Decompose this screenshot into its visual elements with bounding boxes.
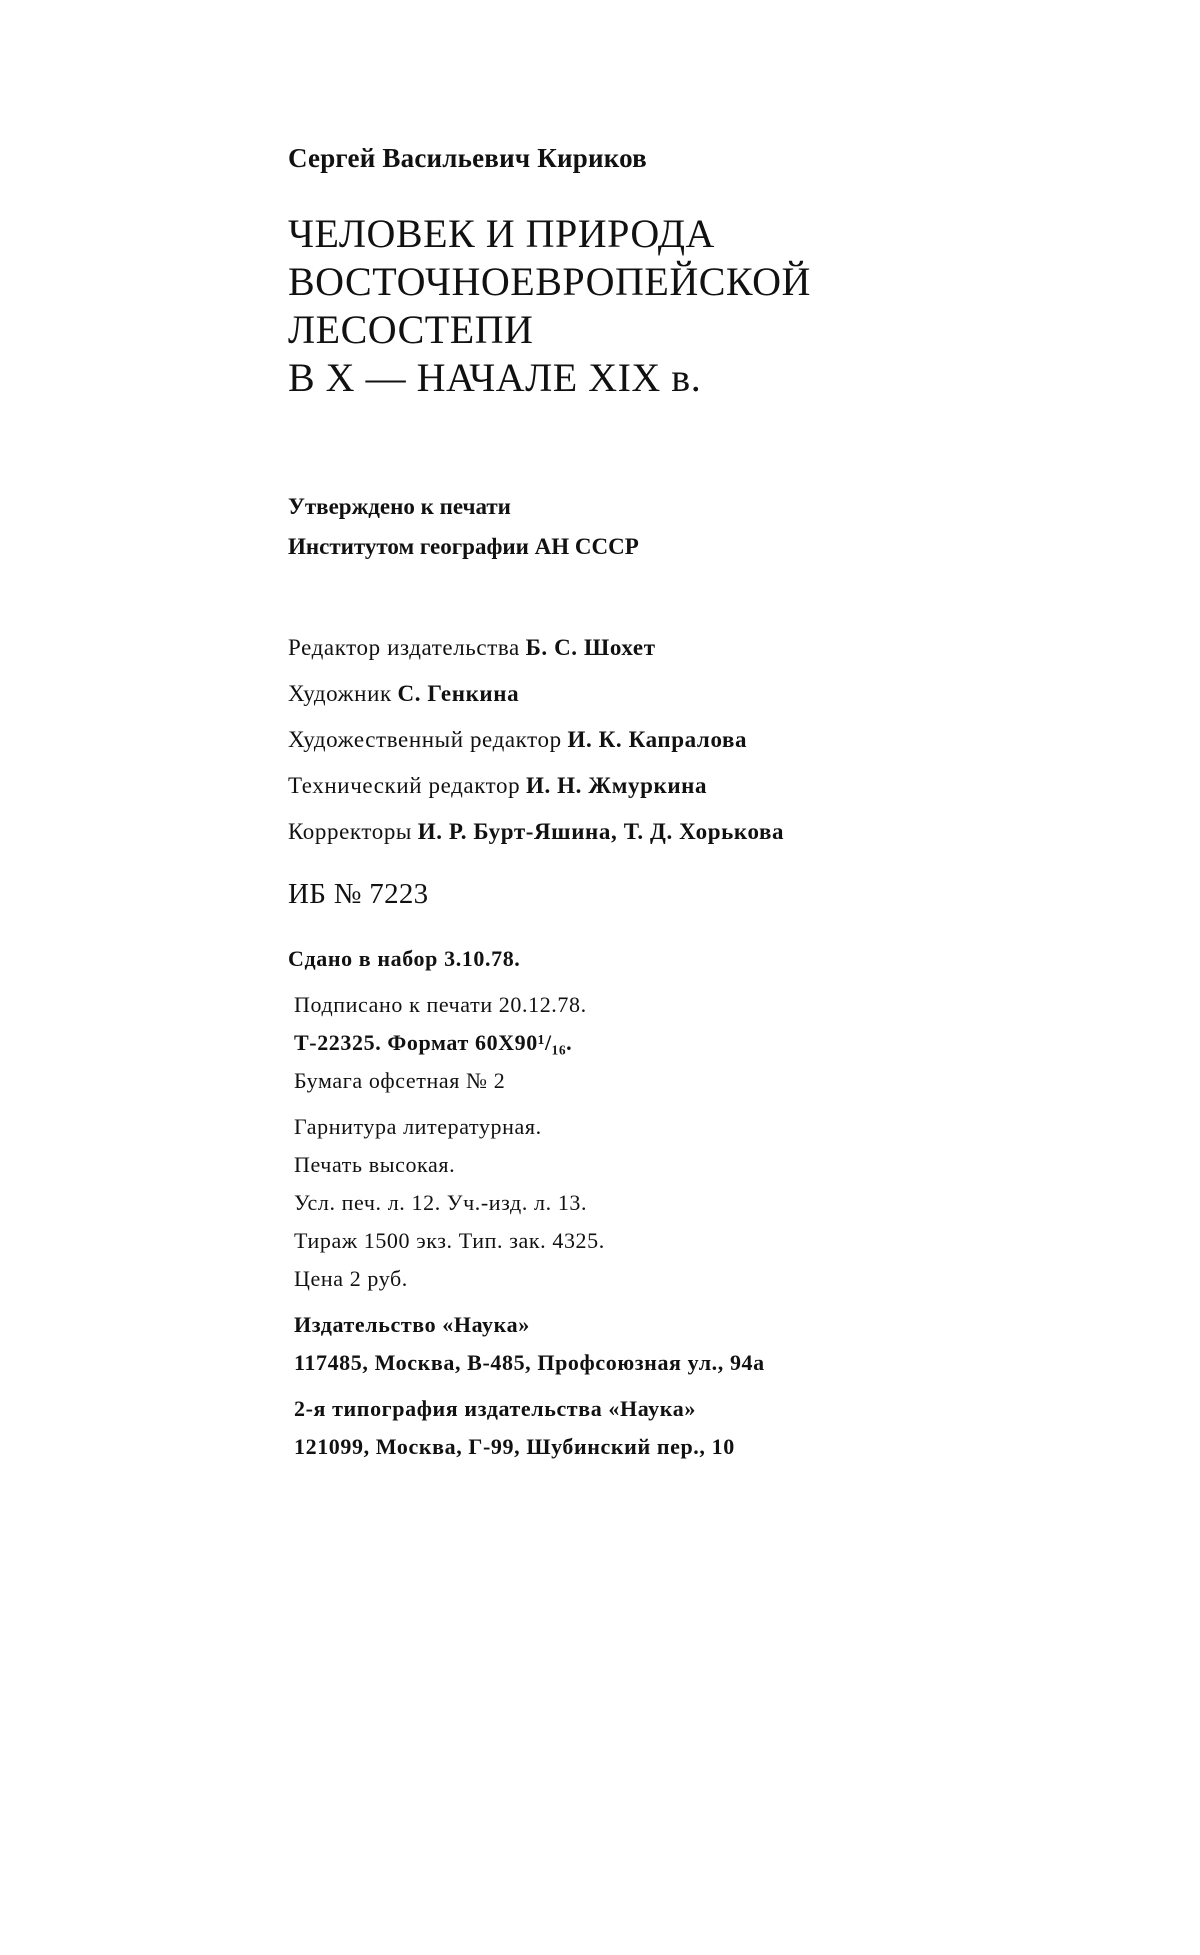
printer-name: 2-я типография издательства «Наука»	[294, 1396, 696, 1421]
credit-editor	[288, 625, 1168, 671]
approval-line: Утверждено к печати	[288, 494, 511, 519]
title-line: ВОСТОЧНОЕВРОПЕЙСКОЙ	[288, 259, 811, 304]
credit-role: Художественный редактор	[288, 727, 562, 752]
approval-institution: Институтом географии АН СССР	[288, 534, 639, 559]
book-title	[288, 210, 1168, 402]
publisher-name: Издательство «Наука»	[294, 1312, 530, 1337]
credit-artist	[288, 671, 1168, 717]
credit-tech-editor	[288, 763, 1168, 809]
paper-line: Бумага офсетная № 2	[294, 1068, 506, 1093]
credit-person: И. Н. Жмуркина	[525, 773, 708, 798]
typeset-date: Сдано в набор 3.10.78.	[288, 946, 521, 971]
signed-date: Подписано к печати 20.12.78.	[294, 992, 587, 1017]
credit-person: И. Р. Бурт-Яшина, Т. Д. Хорькова	[417, 819, 785, 844]
ib-number: ИБ № 7223	[288, 878, 429, 910]
run-line: Тираж 1500 экз. Тип. зак. 4325.	[294, 1228, 605, 1253]
printer-address: 121099, Москва, Г-99, Шубинский пер., 10	[294, 1434, 735, 1459]
credit-role: Технический редактор	[288, 773, 521, 798]
author-name: Сергей Васильевич Кириков	[288, 143, 647, 173]
printing-line: Печать высокая.	[294, 1152, 456, 1177]
price-line: Цена 2 руб.	[294, 1266, 408, 1291]
typeface-line: Гарнитура литературная.	[294, 1114, 542, 1139]
title-line: ЛЕСОСТЕПИ	[288, 307, 534, 352]
credit-proofreaders	[288, 809, 1168, 855]
title-line: В X — НАЧАЛЕ XIX в.	[288, 355, 702, 400]
approval-note	[288, 487, 1168, 567]
credit-person: И. К. Капралова	[567, 727, 748, 752]
credit-role: Художник	[288, 681, 392, 706]
staff-credits	[288, 625, 1168, 855]
title-line: ЧЕЛОВЕК И ПРИРОДА	[288, 211, 715, 256]
print-details	[288, 940, 1168, 1466]
format-line: Т-22325. Формат 60X90¹/₁₆.	[294, 1030, 573, 1055]
credit-role: Корректоры	[288, 819, 412, 844]
publisher-address: 117485, Москва, В-485, Профсоюзная ул., 94а	[294, 1350, 765, 1375]
credit-role: Редактор издательства	[288, 635, 520, 660]
credit-art-editor	[288, 717, 1168, 763]
credit-person: Б. С. Шохет	[525, 635, 656, 660]
credit-person: С. Генкина	[397, 681, 520, 706]
sheets-line: Усл. печ. л. 12. Уч.-изд. л. 13.	[294, 1190, 588, 1215]
